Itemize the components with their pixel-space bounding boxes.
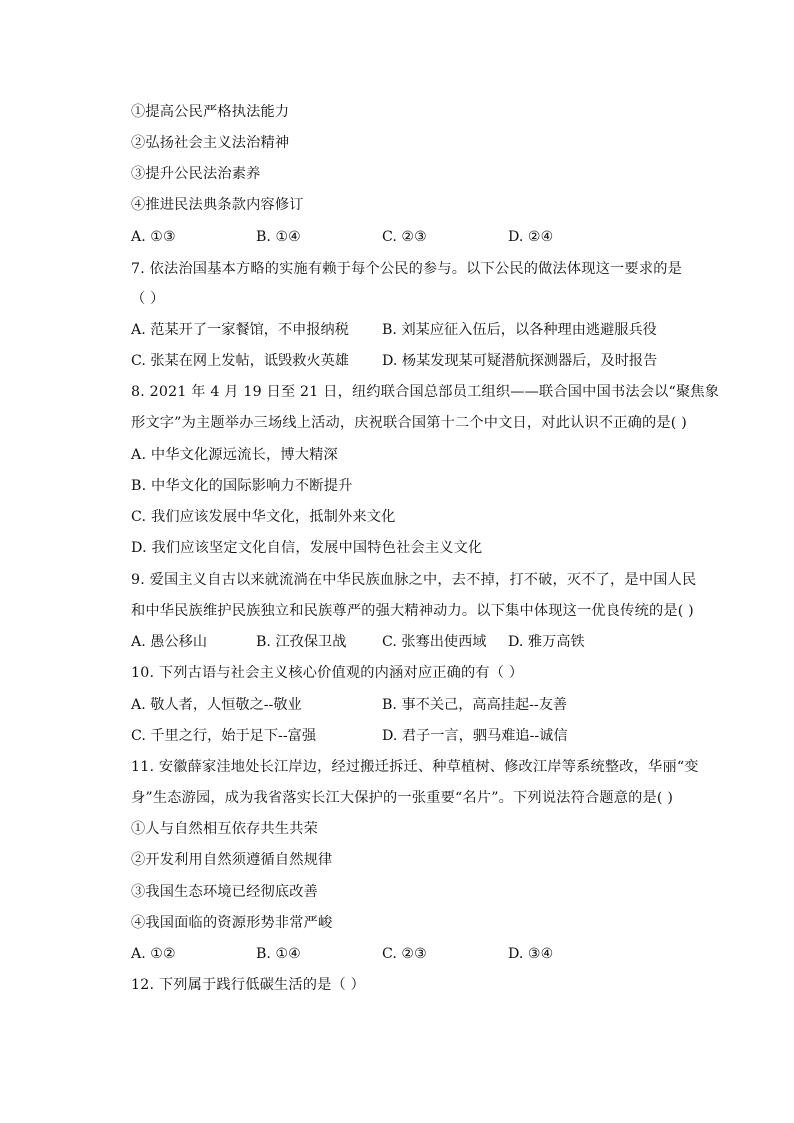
q11-item-3: ③我国生态环境已经彻底改善 — [131, 884, 319, 900]
q6-option-b: B. ①④ — [256, 229, 301, 245]
q11-item-2: ②开发利用自然须遵循自然规律 — [131, 852, 333, 868]
q9-option-d: D. 雅万高铁 — [508, 634, 585, 650]
q7-option-d: D. 杨某发现某可疑潜航探测器后，及时报告 — [382, 353, 658, 369]
q11-item-1: ①人与自然相互依存共生共荣 — [131, 821, 319, 837]
q6-item-2: ②弘扬社会主义法治精神 — [131, 135, 290, 151]
q10-stem: 10. 下列古语与社会主义核心价值观的内涵对应正确的有（ ） — [131, 665, 524, 681]
q7-option-a: A. 范某开了一家餐馆，不申报纳税 — [131, 322, 349, 338]
q11-stem-cont: 身”生态游园，成为我省落实长江大保护的一张重要“名片”。下列说法符合题意的是( ) — [131, 790, 674, 806]
q11-option-d: D. ③④ — [508, 946, 554, 962]
q9-option-c: C. 张骞出使西域 — [382, 634, 487, 650]
q9-stem-cont: 和中华民族维护民族独立和民族尊严的强大精神动力。以下集中体现这一优良传统的是( ) — [131, 603, 694, 619]
q6-option-d: D. ②④ — [508, 229, 554, 245]
q10-option-b: B. 事不关己，高高挂起--友善 — [382, 697, 568, 713]
q10-option-a: A. 敬人者，人恒敬之--敬业 — [131, 697, 302, 713]
q7-stem-cont: （ ） — [131, 291, 165, 307]
q8-option-d: D. 我们应该坚定文化自信，发展中国特色社会主义文化 — [131, 540, 483, 556]
q9-stem: 9. 爱国主义自古以来就流淌在中华民族血脉之中，去不掉，打不破，灭不了，是中国人民 — [131, 572, 697, 588]
q9-option-a: A. 愚公移山 — [131, 634, 208, 650]
q6-item-4: ④推进民法典条款内容修订 — [131, 197, 304, 213]
q7-stem: 7. 依法治国基本方略的实施有赖于每个公民的参与。以下公民的做法体现这一要求的是 — [131, 261, 682, 277]
q8-option-c: C. 我们应该发展中华文化，抵制外来文化 — [131, 509, 396, 525]
q11-option-c: C. ②③ — [382, 946, 427, 962]
q10-option-c: C. 千里之行，始于足下--富强 — [131, 728, 317, 744]
q6-item-3: ③提升公民法治素养 — [131, 166, 261, 182]
q9-option-b: B. 江孜保卫战 — [256, 634, 347, 650]
q6-item-1: ①提高公民严格执法能力 — [131, 104, 290, 120]
q8-option-a: A. 中华文化源远流长，博大精深 — [131, 447, 338, 463]
q11-stem: 11. 安徽薛家洼地处长江岸边，经过搬迁拆迁、种草植树、修改江岸等系统整改，华丽“变 — [131, 759, 699, 775]
q8-stem-cont: 形文字”为主题举办三场线上活动，庆祝联合国第十二个中文日，对此认识不正确的是( ) — [131, 415, 687, 431]
q10-option-d: D. 君子一言，驷马难追--诚信 — [382, 728, 568, 744]
q11-option-a: A. ①② — [131, 946, 176, 962]
q7-option-b: B. 刘某应征入伍后，以各种理由逃避服兵役 — [382, 322, 657, 338]
q6-option-a: A. ①③ — [131, 229, 176, 245]
q12-stem: 12. 下列属于践行低碳生活的是（ ） — [131, 977, 366, 993]
q8-stem: 8. 2021 年 4 月 19 日至 21 日，纽约联合国总部员工组织——联合国中国书法会以“聚焦象 — [131, 384, 720, 400]
q7-option-c: C. 张某在网上发帖，诋毁救火英雄 — [131, 353, 349, 369]
q11-option-b: B. ①④ — [256, 946, 301, 962]
q8-option-b: B. 中华文化的国际影响力不断提升 — [131, 478, 353, 494]
q11-item-4: ④我国面临的资源形势非常严峻 — [131, 915, 333, 931]
q6-option-c: C. ②③ — [382, 229, 427, 245]
